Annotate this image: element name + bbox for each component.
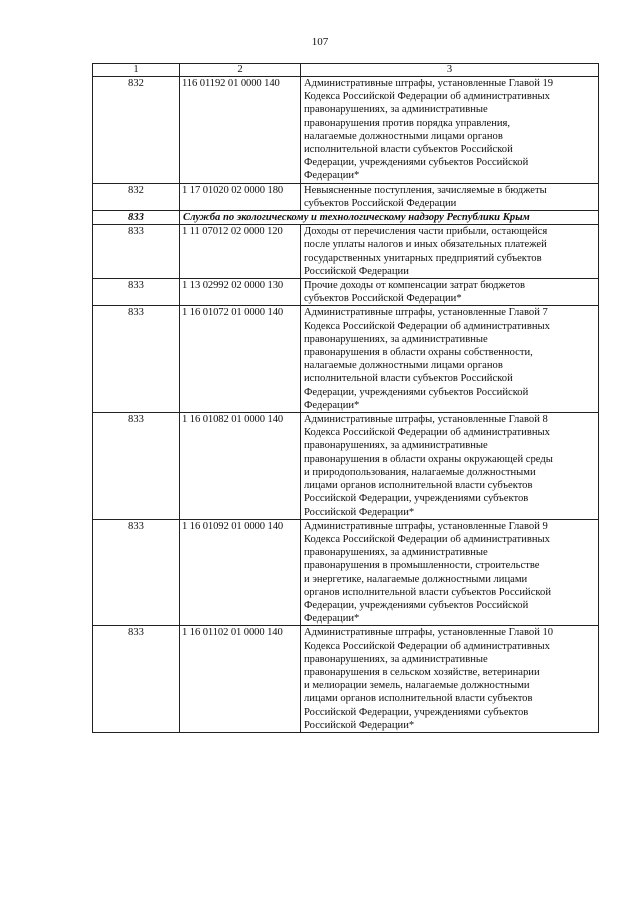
description-line: органов исполнительной власти субъектов Российской	[304, 586, 551, 598]
budget-code-cell: 116 01192 01 0000 140	[180, 77, 301, 184]
description-line: после уплаты налогов и иных обязательных платежей	[304, 239, 547, 251]
table-row	[93, 225, 599, 279]
description-line: Российской Федерации*	[304, 719, 415, 731]
description-cell	[301, 183, 599, 210]
description-line: субъектов Российской Федерации	[304, 197, 457, 209]
column-header-3: 3	[301, 64, 599, 77]
description-line: субъектов Российской Федерации*	[304, 293, 462, 305]
description-line: правонарушениях, за административные	[304, 104, 488, 116]
table-row	[93, 413, 599, 520]
description-line: правонарушения против порядка управления,	[304, 117, 511, 129]
table-row	[93, 183, 599, 210]
description-line: правонарушениях, за административные	[304, 333, 488, 345]
description-cell	[301, 306, 599, 413]
table-row	[93, 279, 599, 306]
description-line: Российской Федерации, учреждениями субъектов	[304, 706, 529, 718]
description-line: Федерации*	[304, 399, 360, 411]
column-header-1: 1	[93, 64, 180, 77]
description-cell	[301, 626, 599, 733]
description-line: Российской Федерации*	[304, 506, 415, 518]
budget-code-cell: 1 16 01102 01 0000 140	[180, 626, 301, 733]
description-cell	[301, 77, 599, 184]
table-header-row	[93, 64, 599, 77]
description-line: Административные штрафы, установленные Главой 19	[304, 78, 554, 89]
description-line: правонарушениях, за административные	[304, 440, 488, 452]
section-row	[93, 211, 599, 225]
description-line: правонарушениях, за административные	[304, 653, 488, 665]
budget-code-cell: 1 13 02992 02 0000 130	[180, 279, 301, 306]
admin-code-cell: 833	[93, 626, 180, 733]
table-row	[93, 626, 599, 733]
description-line: Невыясненные поступления, зачисляемые в бюджеты	[304, 184, 547, 196]
admin-code-cell: 833	[93, 279, 180, 306]
description-line: Федерации, учреждениями субъектов Российской	[304, 157, 529, 169]
table-row	[93, 519, 599, 626]
budget-code-cell: 1 16 01072 01 0000 140	[180, 306, 301, 413]
description-line: лицами органов исполнительной власти субъектов	[304, 480, 533, 492]
budget-code-cell: 1 16 01082 01 0000 140	[180, 413, 301, 520]
description-line: Прочие доходы от компенсации затрат бюджетов	[304, 280, 526, 292]
description-line: налагаемые должностными лицами органов	[304, 360, 503, 372]
description-line: правонарушения в промышленности, строительстве	[304, 560, 540, 572]
description-line: Федерации*	[304, 170, 360, 182]
description-line: исполнительной власти субъектов Российской	[304, 144, 513, 156]
description-line: Административные штрафы, установленные Главой 10	[304, 627, 554, 639]
description-line: правонарушения в сельском хозяйстве, ветеринарии	[304, 666, 540, 678]
admin-code-cell: 833	[93, 306, 180, 413]
admin-code-cell: 832	[93, 77, 180, 184]
description-line: правонарушениях, за административные	[304, 547, 488, 559]
description-cell	[301, 519, 599, 626]
description-line: исполнительной власти субъектов Российской	[304, 373, 513, 385]
budget-code-cell: 1 16 01092 01 0000 140	[180, 519, 301, 626]
description-line: Административные штрафы, установленные Главой 9	[304, 520, 548, 532]
description-line: Административные штрафы, установленные Главой 7	[304, 307, 548, 319]
description-line: Кодекса Российской Федерации об административных	[304, 427, 550, 439]
description-line: налагаемые должностными лицами органов	[304, 130, 503, 142]
description-line: Кодекса Российской Федерации об административных	[304, 91, 550, 103]
description-line: и природопользования, налагаемые должностными	[304, 466, 536, 478]
description-line: Кодекса Российской Федерации об административных	[304, 533, 550, 545]
admin-code-cell: 833	[93, 211, 180, 225]
table-row	[93, 306, 599, 413]
description-line: Кодекса Российской Федерации об административных	[304, 640, 550, 652]
budget-code-cell: 1 17 01020 02 0000 180	[180, 183, 301, 210]
description-line: Административные штрафы, установленные Главой 8	[304, 414, 548, 426]
section-title-cell: Служба по экологическому и технологическому надзору Республики Крым	[180, 211, 599, 225]
description-line: Федерации, учреждениями субъектов Российской	[304, 386, 529, 398]
description-line: государственных унитарных предприятий субъектов	[304, 252, 542, 264]
description-line: Доходы от перечисления части прибыли, остающейся	[304, 226, 548, 238]
description-line: Российской Федерации, учреждениями субъектов	[304, 493, 529, 505]
description-line: лицами органов исполнительной власти субъектов	[304, 693, 533, 705]
description-line: и энергетике, налагаемые должностными лицами	[304, 573, 528, 585]
admin-code-cell: 832	[93, 183, 180, 210]
table-row	[93, 77, 599, 184]
revenue-codes-table	[92, 63, 599, 733]
description-cell	[301, 279, 599, 306]
description-line: Федерации, учреждениями субъектов Российской	[304, 599, 529, 611]
admin-code-cell: 833	[93, 225, 180, 279]
description-line: и мелиорации земель, налагаемые должностными	[304, 680, 530, 692]
column-header-2: 2	[180, 64, 301, 77]
description-line: правонарушения в области охраны окружающей среды	[304, 453, 553, 465]
description-line: Кодекса Российской Федерации об административных	[304, 320, 550, 332]
description-cell	[301, 225, 599, 279]
budget-code-cell: 1 11 07012 02 0000 120	[180, 225, 301, 279]
description-cell	[301, 413, 599, 520]
description-line: Федерации*	[304, 613, 360, 625]
admin-code-cell: 833	[93, 413, 180, 520]
page-number: 107	[311, 36, 329, 48]
description-line: Российской Федерации	[304, 265, 409, 277]
admin-code-cell: 833	[93, 519, 180, 626]
description-line: правонарушения в области охраны собственности,	[304, 347, 533, 359]
